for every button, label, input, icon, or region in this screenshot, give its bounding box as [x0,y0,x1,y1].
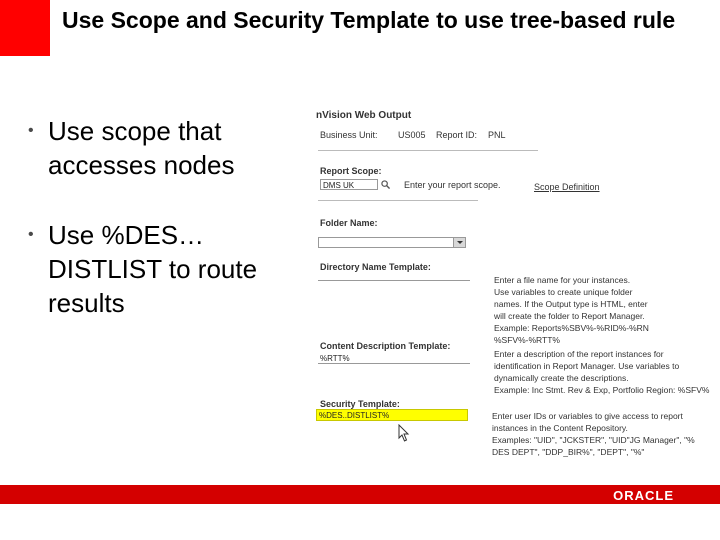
folder-name-select[interactable] [318,237,466,248]
bullet-text: Use scope that accesses nodes [48,116,235,180]
directory-template-label: Directory Name Template: [320,262,431,272]
content-description-input[interactable]: %RTT% [318,353,470,364]
folder-name-label: Folder Name: [320,218,378,228]
business-unit-label: Business Unit: [320,130,378,140]
oracle-logo: ORACLE [613,488,674,503]
report-id-value: PNL [488,130,506,140]
bullet-icon: • [28,122,34,139]
directory-template-input[interactable] [318,280,470,291]
bullet-item [28,114,298,182]
report-scope-label: Report Scope: [320,166,382,176]
bullet-list [28,114,298,356]
content-description-label: Content Description Template: [320,341,451,351]
mouse-cursor-icon [398,424,410,442]
slide-title: Use Scope and Security Template to use tree-based rule [62,7,676,33]
nvision-web-output-screenshot [306,104,720,464]
divider [318,200,478,201]
bullet-icon: • [28,226,34,243]
screenshot-heading: nVision Web Output [316,110,412,121]
chevron-down-icon[interactable] [453,238,465,247]
report-scope-hint: Enter your report scope. [404,180,501,190]
divider [318,150,538,151]
scope-definition-link[interactable]: Scope Definition [534,182,600,192]
title-accent-block [0,0,50,56]
lookup-icon[interactable] [381,180,390,189]
bullet-text: Use %DES…DISTLIST to route results [48,220,258,318]
content-description-help: Enter a description of the report instances for identification in Report Manager. Use variables to dynamically create the descriptions. Example: Inc Stmt. Rev & Exp, Portfolio Region: %SFV% [494,349,710,395]
directory-template-help: Enter a file name for your instances. Use variables to create unique folder names. If the Output type is HTML, enter will create the folder to Report Manager. Example: Reports%SBV%-%RID%-%RN %SFV%-%RTT% [494,275,649,345]
security-template-label: Security Template: [320,399,400,409]
report-id-label: Report ID: [436,130,478,140]
report-scope-input[interactable]: DMS UK [320,179,378,190]
security-template-help: Enter user IDs or variables to give access to report instances in the Content Repository. Examples: "UID", "JCKSTER", "UID"JG Manager", "% DES DEPT", "DDP_BIR%", "DEPT", "%" [492,411,695,457]
bullet-item [28,218,298,320]
security-template-input[interactable]: %DES..DISTLIST% [316,409,468,421]
business-unit-value: US005 [398,130,426,140]
footer-bar [0,485,720,504]
